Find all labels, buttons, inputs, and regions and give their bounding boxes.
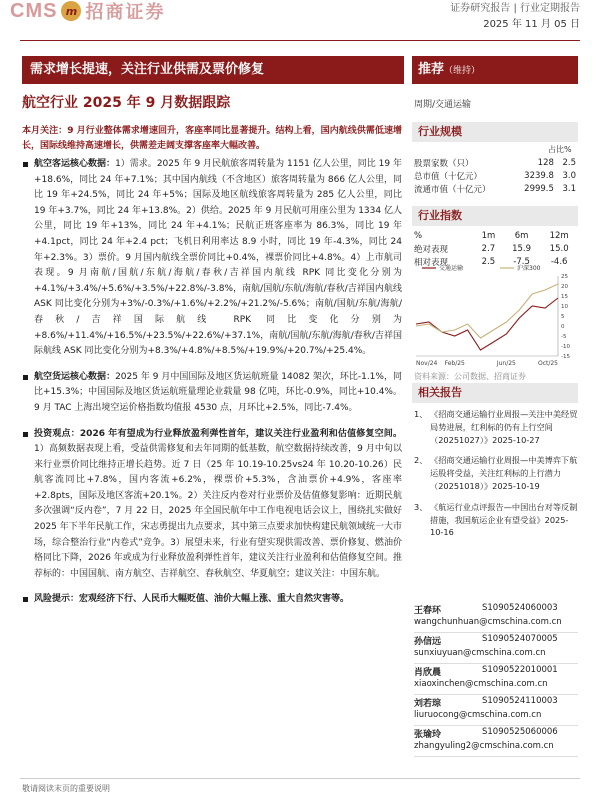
analyst-entry — [414, 633, 578, 664]
perf-value: -7.5 — [513, 256, 530, 267]
rating-label: 推荐 — [418, 62, 445, 77]
list-item[interactable] — [414, 408, 578, 446]
y-tick-label: 10 — [561, 304, 568, 310]
item-number: 3、 — [414, 501, 428, 512]
analyst-name: 肖欣晨 — [414, 668, 442, 678]
passenger-text: 1）需求。2025 年 9 月民航旅客周转量为 1151 亿人公里，同比 19 年+18.6%，同比 24 年+7.1%；其中国内航线（不含地区）旅客周转量为 866 亿人公里，同比 19 年+24.5%，同比 24 年+5%；国际及地区航线旅客周转量为 285 亿人公里，同比 19 年+3.7%，同比 24 年+13.8%。2）供给。2025 年 9 月民航可用座公里为 1334 亿人公里，同比 19 年+13%，同比 24 年+4.1%；民航正班客座率为 86.3%，同比 19 年+4.1pct，同比 24 年+2.4 pct；飞机日利用率达 8.9 小时，同比 19 年-4.3%，同比 24 年+2.3%。3）票价。9 月国内航线全票价同比+0.4%，裸票价同比+4.8%。4）上市航司表现。9 月南航/国航/东航/海航/春秋/吉祥国内航线 RPK 同比变化分别为+4.1%/+3.4%/+5.6%/+3.5%/+22.8%/-3.8%，南航/国航/东航/海航/春秋/吉祥国内航线 ASK 同比变化分别为+3%/-0.3%/+1.6%/+2.2%/+21.2%/-5.6%；南航/国航/东航/海航/春秋/吉祥国际航线 RPK 同比变化分别为+8.6%/+11.4%/+16.5%/+23.5%/+22.6%/+37.1%，南航/国航/东航/海航/春秋/吉祥国际航线 ASK 同比变化分别为+8.3%/+4.8%/+8.5%/+19.9%/+20.7%/+25.4%。 — [34, 159, 402, 357]
logo-text-en: CMS — [10, 0, 58, 22]
cargo-section — [22, 370, 402, 417]
footer-note: 敬请阅读末页的重要说明 — [22, 784, 110, 793]
analyst-email[interactable]: wangchunhuan@cmschina.com.cn — [414, 617, 562, 627]
index-performance-chart — [412, 262, 578, 370]
scale-pct: 2.5 — [562, 157, 576, 168]
table-row — [412, 242, 578, 255]
analyst-entry — [414, 695, 578, 726]
investment-text: 1）高频数据表现上看，受益供需修复和去年同期的低基数，航空数据持续改善，9 月中旬以来行业票价同比维持正增长趋势。近 7 日（25 年 10.19-10.25vs24 年 10.20-10.26）民航客流同比+7.8%，国内客流+6.2%，裸票价+5.3%，含油票价+4.9%，客座率+2.8pts，国际及地区客流+20.1%。2）关注反内卷对行业票价及估值修复影响：近期民航多次强调“反内卷”，7 月 22 日，2025 年全国民航年中工作电视电话会议上，围绕扎实做好 2025 年下半年民航工作，宋志勇提出九点要求，其中第三点要求加快构建民航领域统一大市场，综合整治行业“内卷式”竞争。3）展望未来，行业有望实现供需改善、票价修复、燃油价格同比下降，2026 年或成为行业释放盈利弹性首年，建议关注行业盈利和估值修复空间。推荐标的：中国国航、南方航空、吉祥航空、春秋航空、华夏航空；建议关注：中国东航。 — [34, 444, 402, 579]
scale-label: 股票家数（只） — [414, 158, 474, 169]
main-content — [22, 124, 402, 608]
analyst-name: 刘若琮 — [414, 699, 442, 709]
analyst-entry — [414, 664, 578, 695]
y-tick-label: 20 — [561, 284, 568, 290]
scale-value: 2999.5 — [524, 183, 554, 194]
logo-text-cn: 招商证券 — [85, 2, 166, 23]
scale-label: 流通市值（十亿元） — [414, 184, 491, 195]
series-line-transport — [416, 298, 558, 350]
analyst-email[interactable]: xiaoxinchen@cmschina.com.cn — [414, 679, 548, 689]
perf-label: 绝对表现 — [414, 244, 449, 255]
risk-section — [22, 592, 402, 608]
analyst-license: S1090525060006 — [482, 727, 558, 737]
y-tick-label: 0 — [561, 324, 565, 330]
index-heading: 行业指数 — [412, 206, 578, 226]
analyst-license: S1090522010001 — [482, 665, 558, 675]
passenger-lead: 航空客运核心数据： — [34, 159, 116, 169]
chart-source: 资料来源：公司数据、招商证券 — [414, 372, 526, 381]
x-tick-label: Jun/25 — [496, 360, 516, 367]
col-header: 1m — [481, 230, 496, 241]
analyst-list — [414, 602, 578, 757]
y-tick-label: -5 — [561, 334, 567, 340]
logo-mark-icon: m — [61, 1, 81, 21]
report-type: 证券研究报告 | 行业定期报告 — [450, 3, 580, 14]
related-report-link[interactable]: 《航运行业点评报告—中国出台对等反制措施，我国航运企业有望受益》2025-10-16 — [430, 501, 578, 538]
header-divider — [20, 40, 580, 41]
rating-banner — [412, 56, 578, 84]
analyst-name: 张瑜玲 — [414, 730, 442, 740]
analyst-email[interactable]: zhangyuling2@cmschina.com.cn — [414, 741, 554, 751]
analyst-license: S1090524070005 — [482, 634, 558, 644]
scale-pct: 3.0 — [562, 170, 576, 181]
footer-divider — [20, 778, 580, 779]
scale-value: 3239.8 — [524, 170, 554, 181]
related-reports-list — [414, 408, 578, 547]
related-report-link[interactable]: 《招商交通运输行业周报—中美博弈下航运股将受益，关注红利标的上行潜力（20251018）》2025-10-19 — [430, 455, 578, 491]
scale-heading: 行业规模 — [412, 122, 578, 142]
cargo-text: 2025 年 9 月中国国际及地区货运航班量 14082 架次，环比-1.1%，同比+15.3%；中国国际及地区货运航班量理论业载量 98 亿吨，环比-0.9%，同比+10.4%。9 月 TAC 上海出境空运价格指数均值报 4530 点，月环比+2.5%，同比-7.4%。 — [34, 371, 402, 413]
table-row — [412, 169, 578, 182]
analyst-name: 王春环 — [414, 606, 442, 616]
related-heading: 相关报告 — [412, 383, 578, 403]
perf-value: 2.5 — [481, 256, 496, 267]
table-row — [412, 156, 578, 169]
y-tick-label: 15 — [561, 294, 568, 300]
x-tick-label: Feb/25 — [444, 360, 465, 367]
analyst-entry — [414, 726, 578, 757]
scale-value: 128 — [537, 157, 554, 168]
header-meta — [450, 2, 580, 32]
cargo-lead: 航空货运核心数据： — [34, 371, 116, 382]
item-number: 1、 — [414, 409, 428, 419]
list-item[interactable] — [414, 454, 578, 492]
col-header: 6m — [514, 230, 529, 241]
analyst-license: S1090524110003 — [482, 696, 558, 706]
table-row — [412, 182, 578, 195]
analyst-name: 孙信远 — [414, 637, 442, 647]
investment-section — [22, 427, 402, 583]
table-header-row — [412, 229, 578, 242]
perf-value: 15.9 — [512, 243, 532, 254]
legend-label: 交通运输 — [439, 265, 464, 272]
company-logo — [10, 0, 165, 22]
item-number: 2、 — [414, 455, 428, 466]
x-tick-label: Oct/25 — [537, 360, 558, 367]
y-tick-label: -15 — [561, 354, 570, 360]
x-tick-label: Nov/24 — [416, 360, 438, 367]
perf-label: 相对表现 — [414, 257, 449, 268]
analyst-license: S1090524060003 — [482, 603, 558, 613]
report-date: 2025 年 11 月 05 日 — [483, 19, 580, 30]
analyst-email[interactable]: sunxiuyuan@cmschina.com.cn — [414, 648, 546, 658]
analyst-entry — [414, 602, 578, 633]
investment-lead: 投资观点：2026 年有望成为行业释放盈利弹性首年，建议关注行业盈利和估值修复空间。 — [34, 428, 402, 439]
perf-value: -4.6 — [550, 256, 568, 267]
scale-unit-label: 占比% — [548, 145, 572, 154]
risk-text: 风险提示：宏观经济下行、人民币大幅贬值、油价大幅上涨、重大自然灾害等。 — [34, 594, 350, 605]
legend-label: 沪深300 — [517, 265, 541, 272]
scale-label: 总市值（十亿元） — [414, 171, 483, 182]
analyst-email[interactable]: liuruocong@cmschina.com.cn — [414, 710, 542, 720]
monthly-focus: 本月关注：9 月行业整体需求增速回升，客座率同比显著提升。结构上看，国内航线供需低速增长，国际线维持高速增长，供需差走阔支撑客座率大幅改善。 — [22, 126, 402, 151]
scale-pct: 3.1 — [562, 183, 576, 194]
perf-value: 2.7 — [481, 243, 496, 254]
y-tick-label: -10 — [561, 344, 570, 350]
series-line-csi300 — [416, 284, 558, 338]
sector-label: 周期/交通运输 — [414, 100, 472, 110]
y-tick-label: 25 — [561, 274, 568, 280]
y-tick-label: 5 — [561, 314, 565, 320]
list-item[interactable] — [414, 501, 578, 539]
headline-banner: 需求增长提速，关注行业供需及票价修复 — [22, 56, 404, 84]
col-header: % — [414, 230, 423, 241]
rating-note: （维持） — [444, 66, 481, 76]
perf-value: 15.0 — [549, 243, 569, 254]
report-title: 航空行业 2025 年 9 月数据跟踪 — [22, 95, 231, 111]
related-report-link[interactable]: 《招商交通运输行业周报—关注中美经贸局势进展，红利标的仍有上行空间（20251027）》2025-10-27 — [430, 409, 578, 445]
passenger-section — [22, 157, 402, 360]
scale-table — [412, 156, 578, 195]
col-header: 12m — [549, 230, 569, 241]
